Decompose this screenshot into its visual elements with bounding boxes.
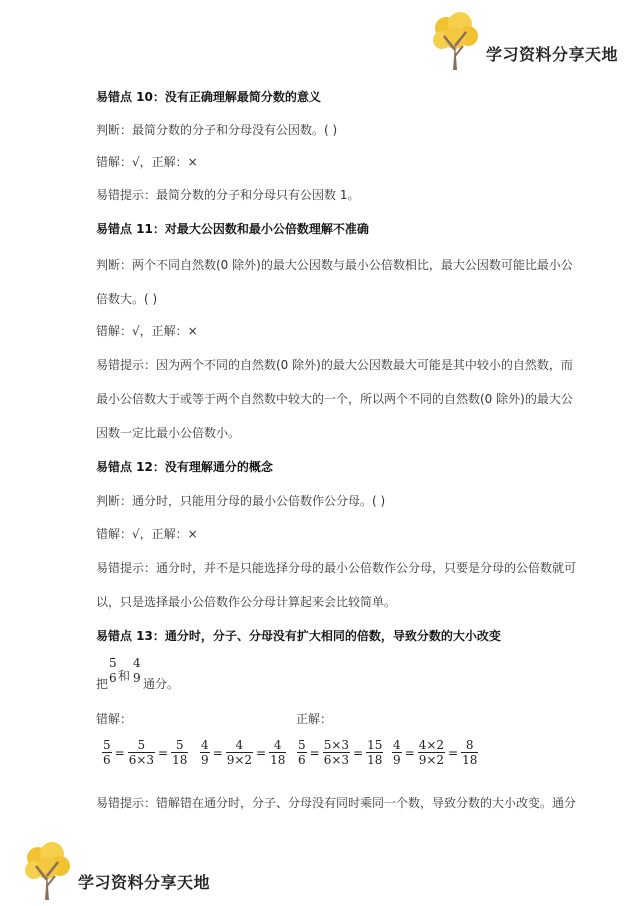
section-11-heading: 易错点 11：对最大公因数和最小公倍数理解不准确 — [96, 222, 369, 236]
fraction: $\frac{15}{18}$ — [367, 738, 383, 767]
tree-icon — [428, 12, 482, 72]
fraction: $\frac{4}{9}$ — [393, 738, 401, 767]
section-13-tip: 易错提示：错解错在通分时，分子、分母没有同时乘同一个数，导致分数的大小改变。通分 — [96, 796, 577, 810]
fraction: $\frac{4\times 2}{9\times 2}$ — [418, 738, 445, 767]
prompt-fraction-1-denominator: 6 — [109, 671, 117, 685]
wrong-solution-label: 错解： — [96, 712, 133, 726]
right-work-1: $\frac{5}{6}$ = $\frac{5\times 3}{6\times 3}$ = $\frac{15}{18}$ — [298, 738, 383, 767]
brand-name: 学习资料分享天地 — [486, 45, 619, 64]
section-11-tip-3: 因数一定比最小公倍数小。 — [96, 426, 241, 440]
section-11-tip-1: 易错提示：因为两个不同的自然数(0 除外)的最大公因数最大可能是其中较小的自然数，而 — [96, 358, 573, 372]
brand-name: 学习资料分享天地 — [78, 873, 211, 892]
brand-logo-top — [428, 12, 633, 74]
fraction: $\frac{5}{6}$ — [103, 738, 111, 767]
fraction: $\frac{4}{18}$ — [270, 738, 286, 767]
section-11-tip-2: 最小公倍数大于或等于两个自然数中较大的一个，所以两个不同的自然数(0 除外)的最大公 — [96, 392, 573, 406]
section-10-heading: 易错点 10：没有正确理解最简分数的意义 — [96, 90, 321, 104]
fraction: $\frac{4}{9}$ — [201, 738, 209, 767]
right-work-2: $\frac{4}{9}$ = $\frac{4\times 2}{9\times 2}$ = $\frac{8}{18}$ — [393, 738, 478, 767]
wrong-work-1: $\frac{5}{6}$ = $\frac{5}{6\times 3}$ = $\frac{5}{18}$ — [103, 738, 188, 767]
tree-icon — [20, 842, 74, 902]
section-12-answer: 错解：√，正解：× — [96, 527, 198, 541]
fraction: $\frac{5}{18}$ — [172, 738, 188, 767]
prompt-fraction-2-denominator: 9 — [133, 671, 141, 685]
section-13-heading: 易错点 13：通分时，分子、分母没有扩大相同的倍数，导致分数的大小改变 — [96, 629, 501, 643]
section-11-question-2: 倍数大。( ) — [96, 292, 158, 306]
prompt-suffix: 通分。 — [143, 677, 180, 691]
prompt-fraction-1-numerator: 5 — [109, 656, 117, 670]
prompt-and: 和 — [118, 669, 131, 683]
section-12-question: 判断：通分时，只能用分母的最小公倍数作公分母。( ) — [96, 494, 386, 508]
section-11-question-1: 判断：两个不同自然数(0 除外)的最大公因数与最小公倍数相比，最大公因数可能比最小公 — [96, 258, 573, 272]
right-solution-label: 正解： — [296, 712, 333, 726]
fraction: $\frac{4}{9\times 2}$ — [226, 738, 253, 767]
fraction: $\frac{5\times 3}{6\times 3}$ — [323, 738, 350, 767]
brand-logo-bottom — [20, 842, 225, 904]
wrong-work-2: $\frac{4}{9}$ = $\frac{4}{9\times 2}$ = $\frac{4}{18}$ — [201, 738, 286, 767]
prompt-fraction-2-numerator: 4 — [133, 656, 141, 670]
section-12-tip-1: 易错提示：通分时，并不是只能选择分母的最小公倍数作公分母，只要是分母的公倍数就可 — [96, 561, 577, 575]
section-11-answer: 错解：√，正解：× — [96, 324, 198, 338]
section-12-heading: 易错点 12：没有理解通分的概念 — [96, 460, 273, 474]
section-12-tip-2: 以，只是选择最小公倍数作公分母计算起来会比较简单。 — [96, 595, 397, 609]
section-10-answer: 错解：√，正解：× — [96, 155, 198, 169]
fraction: $\frac{5}{6}$ — [298, 738, 306, 767]
section-10-tip: 易错提示：最简分数的分子和分母只有公因数 1。 — [96, 188, 360, 202]
fraction: $\frac{8}{18}$ — [462, 738, 478, 767]
fraction: $\frac{5}{6\times 3}$ — [128, 738, 155, 767]
prompt-prefix: 把 — [96, 677, 109, 691]
section-10-question: 判断：最简分数的分子和分母没有公因数。( ) — [96, 123, 338, 137]
